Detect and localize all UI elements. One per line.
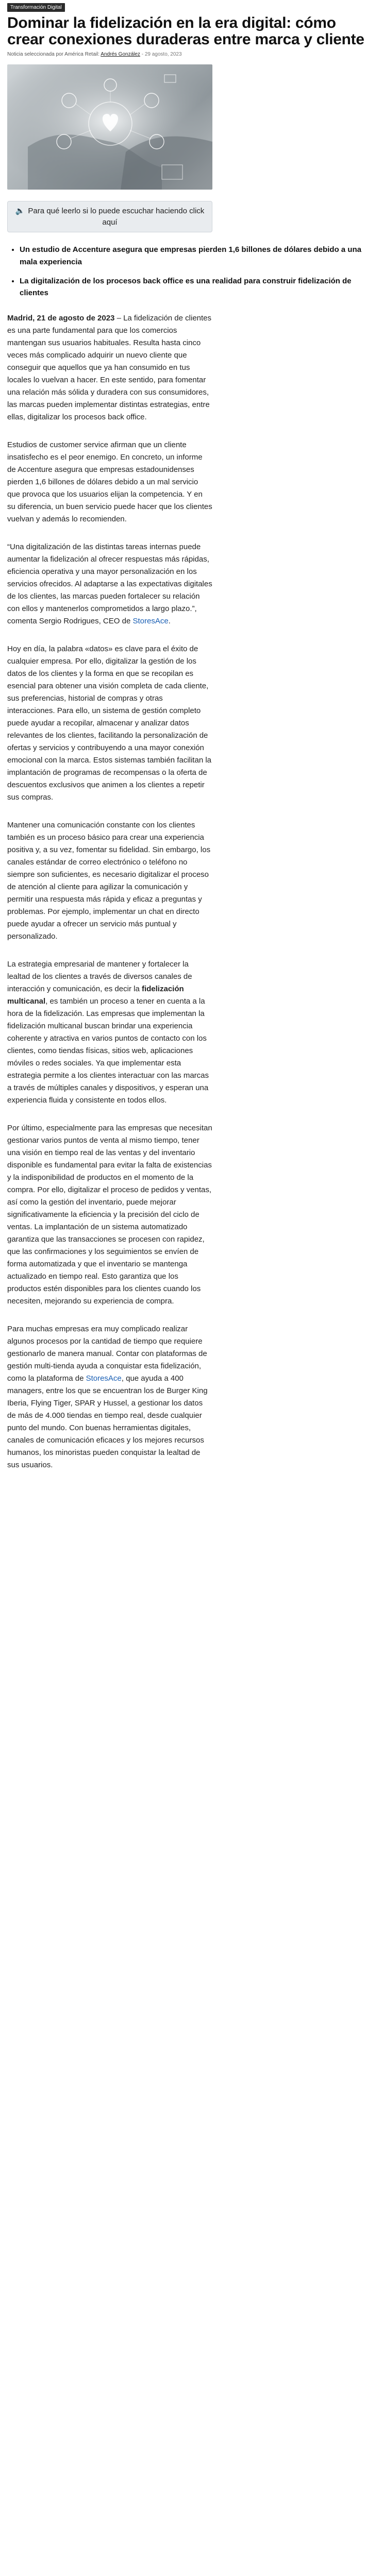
hero-illustration [7, 64, 212, 190]
listen-audio-label: Para qué leerlo si lo puede escuchar haciendo click aquí [28, 206, 205, 227]
paragraph-4: Hoy en día, la palabra «datos» es clave para el éxito de cualquier empresa. Por ello, digitalizar la gestión de los datos de los clientes y la forma en que se recopilan es esencial para obtener una visión completa de cada cliente, sus preferencias, historial de compras y otras interacciones. Para ello, un sistema de gestión completo puede ayudar a recopilar, almacenar y analizar datos relevantes de los clientes, facilitando la personalización de ofertas y servicios y contribuyendo a una mayor conexión emocional con la marca. Estos sistemas también facilitan la implantación de programas de recompensas o la oferta de descuentos exclusivos que animen a los clientes a repetir sus compras. [7, 645, 212, 802]
dateline: Madrid, 21 de agosto de 2023 [7, 314, 115, 323]
key-points-list [7, 244, 375, 299]
key-point: • Un estudio de Accenture asegura que empresas pierden 1,6 billones de dólares debido a una mala experiencia [20, 244, 375, 268]
paragraph-1 [7, 312, 212, 423]
paragraph-text: , que ayuda a 400 managers, entre los que se encuentran los de Burger King Iberia, Flying Tiger, SPAR y Hussel, a gestionar los datos de más de 4.000 tiendas en tiempo real, desde cualquier punto del mundo. Con buenas herramientas digitales, canales de comunicación eficaces y los mejores recursos humanos, los minoristas pueden conquistar la lealtad de sus usuarios. [7, 1374, 208, 1470]
article-meta: Noticia seleccionada por América Retail: Andrés González - 29 agosto, 2023 [7, 51, 182, 57]
paragraph-text: , es también un proceso a tener en cuenta a la hora de la fidelización. Las empresas que implementan la fidelización multicanal buscan brindar una experiencia coherente y atractiva en varios puntos de contacto con los clientes, como tiendas físicas, sitios web, aplicaciones móviles o redes sociales. Ya que implementar esta estrategia permite a los clientes interactuar con las marcas a través de múltiples canales y dispositivos, y esperan una experiencia fluida y consistente en todos ellos. [7, 997, 209, 1105]
category-tag[interactable]: Transformación Digital [7, 3, 65, 12]
paragraph-2: Estudios de customer service afirman que un cliente insatisfecho es el peor enemigo. En concreto, un informe de Accenture asegura que empresas estadounidenses pierden 1,6 billones de dólares debido a un mal servicio que provoca que los usuarios elijan la competencia. Y en su diferencia, un buen servicio puede hacer que los clientes vuelvan y además lo recomienden. [7, 440, 212, 524]
meta-prefix: Noticia seleccionada por América Retail [7, 51, 98, 57]
paragraph-text: . [168, 617, 171, 626]
paragraph-8 [7, 1323, 212, 1471]
paragraph-7: Por último, especialmente para las empresas que necesitan gestionar varios puntos de venta al mismo tiempo, tener una visión en tiempo real de las ventas y del inventario disponible es fundamental para evitar la falta de existencias y la indisponibilidad de productos en el momento de la compra. Por ello, digitalizar el proceso de pedidos y ventas, así como la gestión del inventario, puede mejorar significativamente la eficiencia y la precisión del ciclo de ventas. La implantación de un sistema automatizado garantiza que las transacciones se procesen con rapidez, que las confirmaciones y los seguimientos se envíen de forma automatizada y que el inventario se mantenga actualizado en tiempo real. Esto garantiza que los productos estén disponibles para los clientes cuando los necesiten, mejorando su experiencia de compra. [7, 1124, 212, 1306]
article-title: Dominar la fidelización en la era digital: cómo crear conexiones duraderas entre marca y cliente [7, 14, 364, 48]
paragraph-5: Mantener una comunicación constante con los clientes también es un proceso básico para crear una experiencia positiva y, a su vez, fomentar su fidelidad. Sin embargo, los canales estándar de correo electrónico o teléfono no siempre son suficientes, es necesario digitalizar el proceso de atención al cliente para agilizar la comunicación y permitir una respuesta más rápida y eficaz a preguntas y problemas. Por ejemplo, implementar un chat en directo puede ayudar a ofrecer un servicio más puntual y personalizado. [7, 821, 211, 941]
listen-audio-button[interactable] [7, 201, 212, 233]
paragraph-3 [7, 541, 212, 628]
paragraph-text: “Una digitalización de las distintas tareas internas puede aumentar la fidelización al ofrecer respuestas más rápidas, eficiencia operativa y una mayor personalización en los servicios ofrecidos. Al adaptarse a las expectativas digitales de los clientes, las marcas pueden fortalecer su relación con ellos y mantenerlos comprometidos a largo plazo.”, comenta Sergio Rodrigues, CEO de [7, 543, 212, 626]
storesace-link[interactable]: StoresAce [86, 1374, 122, 1383]
paragraph-text: Para muchas empresas era muy complicado realizar algunos procesos por la cantidad de tiempo que requiere gestionarlo de manera manual. Contar con plataformas de gestión multi-tienda ayuda a conquistar esta fidelización, como la plataforma de [7, 1325, 207, 1383]
author-link[interactable]: Andrés González [101, 51, 140, 57]
speaker-icon: 🔈 [15, 206, 25, 215]
paragraph-text: La estrategia empresarial de mantener y fortalecer la lealtad de los clientes a través de diversos canales de interacción y comunicación, es decir la [7, 960, 192, 994]
hero-image [7, 64, 212, 190]
bold-term: fidelización multicanal [7, 985, 184, 1006]
paragraph-6 [7, 958, 212, 1107]
paragraph-text: – La fidelización de clientes es una parte fundamental para que los comercios mantengan sus usuarios habituales. Resulta hasta cinco veces más complicado adquirir un nuevo cliente que conseguir que aquellos que ya han consumido en tus locales lo vuelvan a hacer. En este sentido, para fomentar una relación más sólida y duradera con sus consumidores, las marcas pueden implementar distintas estrategias, entre ellas, digitalizar los procesos back office. [7, 314, 212, 422]
key-point: • La digitalización de los procesos back office es una realidad para construir fidelización de clientes [20, 275, 375, 299]
publish-date: 29 agosto, 2023 [144, 51, 182, 57]
storesace-link[interactable]: StoresAce [132, 617, 169, 626]
